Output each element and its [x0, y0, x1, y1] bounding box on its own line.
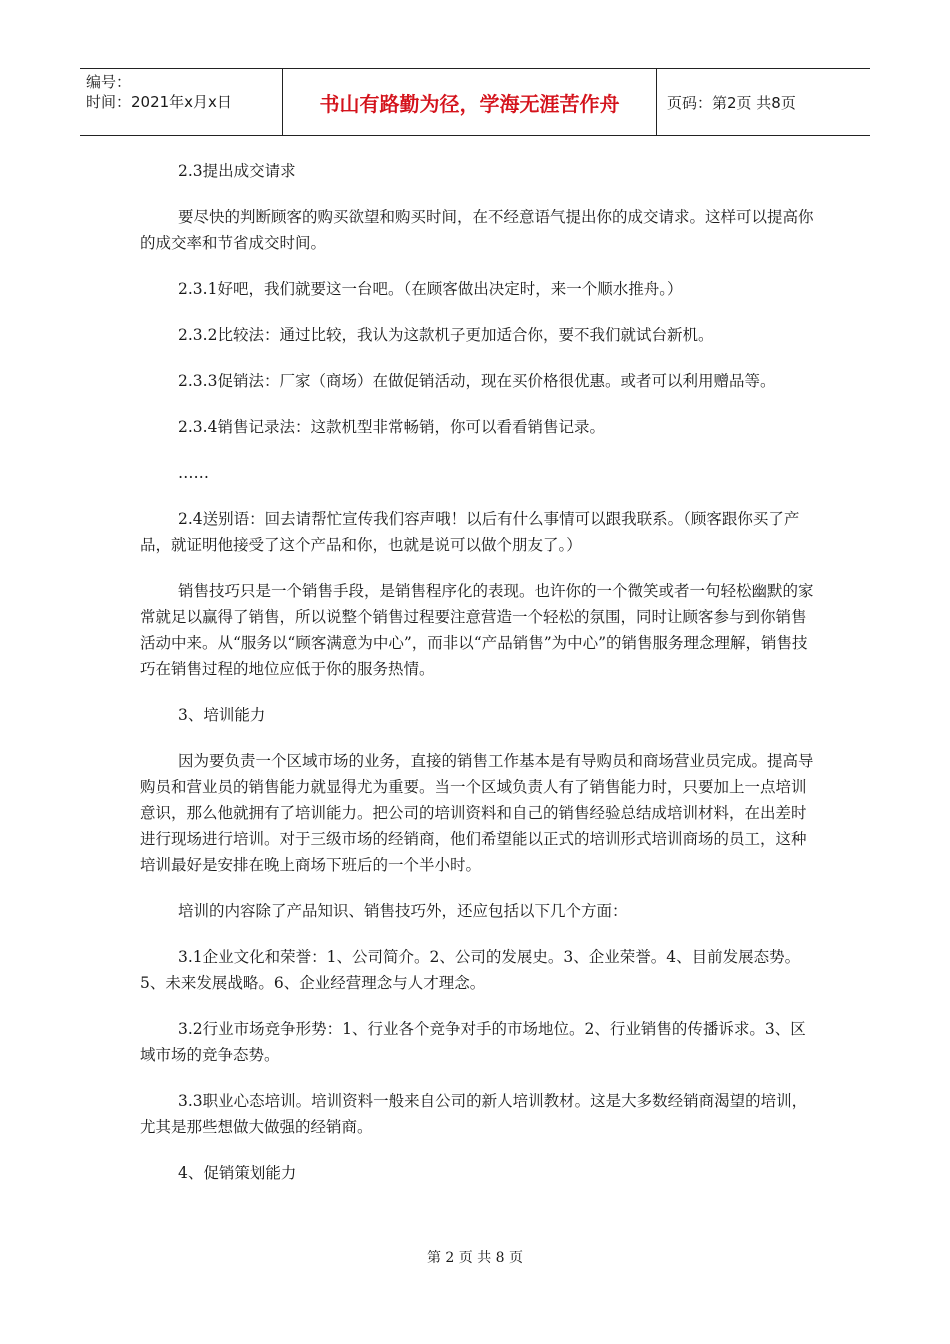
- paragraph: 2.4送别语：回去请帮忙宣传我们容声哦！以后有什么事情可以跟我联系。（顾客跟你买了产品，就证明他接受了这个产品和你，也就是说可以做个朋友了。）: [140, 510, 800, 554]
- paragraph: 培训的内容除了产品知识、销售技巧外，还应包括以下几个方面：: [178, 902, 628, 920]
- paragraph: 3.3职业心态培训。培训资料一般来自公司的新人培训教材。这是大多数经销商渴望的培训，尤其是那些想做大做强的经销商。: [140, 1092, 808, 1136]
- ellipsis: ……: [178, 464, 209, 482]
- paragraph: 2.3.4销售记录法：这款机型非常畅销，你可以看看销售记录。: [178, 418, 605, 436]
- paragraph: 2.3.1好吧，我们就要这一台吧。（在顾客做出决定时，来一个顺水推舟。）: [178, 280, 683, 298]
- page-header: [80, 68, 870, 136]
- paragraph: 因为要负责一个区域市场的业务，直接的销售工作基本是有导购员和商场营业员完成。提高导购员和营业员的销售能力就显得尤为重要。当一个区域负责人有了销售能力时，只要加上一点培训意识，那么他就拥有了培训能力。把公司的培训资料和自己的销售经验总结成培训材料，在出差时进行现场进行培训。对于三级市场的经销商，他们希望能以正式的培训形式培训商场的员工，这种培训最好是安排在晚上商场下班后的一个半小时。: [140, 752, 814, 874]
- paragraph: 2.3.3促销法：厂家（商场）在做促销活动，现在买价格很优惠。或者可以利用赠品等。: [178, 372, 776, 390]
- section-heading-4: 4、促销策划能力: [178, 1164, 297, 1182]
- paragraph: 3.2行业市场竞争形势：1、行业各个竞争对手的市场地位。2、行业销售的传播诉求。3、区域市场的竞争态势。: [140, 1020, 806, 1064]
- paragraph: 销售技巧只是一个销售手段，是销售程序化的表现。也许你的一个微笑或者一句轻松幽默的家常就足以赢得了销售，所以说整个销售过程要注意营造一个轻松的氛围，同时让顾客参与到你销售活动中来。从“服务以“顾客满意为中心”，而非以“产品销售”为中心”的销售服务理念理解，销售技巧在销售过程的地位应低于你的服务热情。: [140, 582, 814, 678]
- paragraph: 2.3.2比较法：通过比较，我认为这款机子更加适合你，要不我们就试台新机。: [178, 326, 714, 344]
- header-motto: 书山有路勤为径，学海无涯苦作舟: [283, 69, 657, 135]
- section-heading-2-3: 2.3提出成交请求: [178, 162, 296, 180]
- number-label: 编号：: [86, 73, 132, 91]
- page-footer: 第 2 页 共 8 页: [426, 1250, 524, 1266]
- paragraph: 3.1企业文化和荣誉：1、公司简介。2、公司的发展史。3、企业荣誉。4、目前发展态势。5、未来发展战略。6、企业经营理念与人才理念。: [140, 948, 801, 992]
- section-heading-3: 3、培训能力: [178, 706, 266, 724]
- header-meta: [80, 69, 283, 135]
- header-page-info: 页码：第2页 共8页: [667, 93, 796, 112]
- date-label: 时间：2021年x月x日: [86, 93, 232, 111]
- document-body: [140, 158, 820, 1206]
- paragraph: 要尽快的判断顾客的购买欲望和购买时间，在不经意语气提出你的成交请求。这样可以提高你的成交率和节省成交时间。: [140, 208, 814, 252]
